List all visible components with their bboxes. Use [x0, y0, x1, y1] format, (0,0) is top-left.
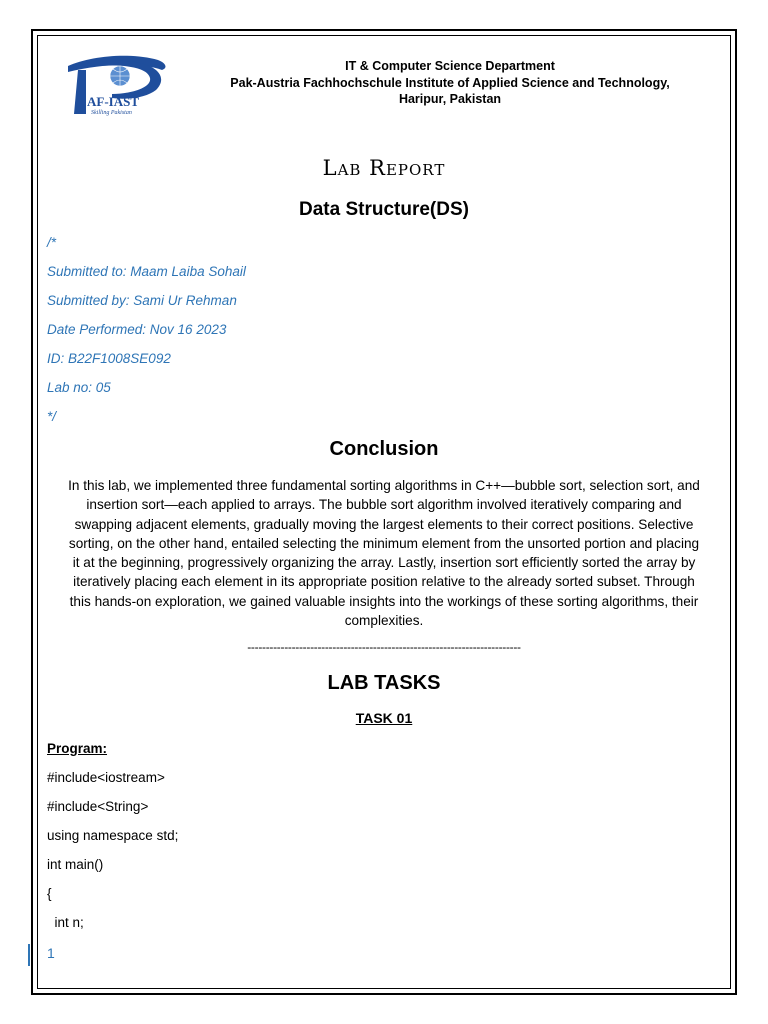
conclusion-line: iteratively placing each element in its appropriate position relative to the already sorted subset. Through	[73, 574, 695, 590]
conclusion-line: complexities.	[344, 613, 424, 629]
conclusion-line: In this lab, we implemented three fundamental sorting algorithms in C++—bubble sort, selection sort, and	[68, 478, 700, 493]
institute-line: Pak-Austria Fachhochschule Institute of Applied Science and Technology,	[230, 75, 670, 90]
submitted-to: Submitted to: Maam Laiba Sohail	[47, 264, 246, 279]
code-line: int main()	[47, 857, 104, 872]
conclusion-line: sorting, on the other hand, entailed selecting the minimum element from the unsorted portion and placing	[68, 535, 700, 551]
logo-text: AF-IAST	[87, 94, 140, 109]
lab-number: Lab no: 05	[47, 380, 111, 395]
code-line: using namespace std;	[47, 828, 179, 843]
conclusion-line: swapping adjacent elements, gradually moving the largest elements to their correct positions. Selective	[74, 516, 694, 532]
paf-iast-logo	[60, 52, 172, 118]
text-cursor	[28, 944, 30, 966]
student-id: ID: B22F1008SE092	[47, 351, 171, 366]
page-number: 1	[47, 945, 55, 961]
meta-close-comment: */	[47, 409, 57, 424]
code-line: #include<String>	[47, 799, 149, 814]
code-line: #include<iostream>	[47, 770, 165, 785]
conclusion-line: it at the beginning, progressively organizing the array. Lastly, insertion sort efficiently sorted the array by	[72, 555, 696, 571]
code-line: {	[47, 886, 52, 901]
conclusion-paragraph	[44, 476, 724, 630]
logo-tagline: Skilling Pakistan	[91, 110, 132, 116]
meta-open-comment: /*	[47, 235, 57, 250]
report-title: Lab Report	[322, 156, 446, 180]
code-line: int n;	[47, 915, 84, 930]
institution-header	[170, 58, 730, 108]
date-performed: Date Performed: Nov 16 2023	[47, 322, 227, 337]
submitted-by: Submitted by: Sami Ur Rehman	[47, 293, 237, 308]
conclusion-line: this hands-on exploration, we gained valuable insights into the workings of these sorting algorithms, their	[69, 593, 699, 609]
subject-title: Data Structure(DS)	[299, 199, 469, 220]
location-line: Haripur, Pakistan	[398, 92, 502, 106]
conclusion-heading: Conclusion	[329, 438, 439, 460]
conclusion-line: insertion sort—each applied to arrays. The bubble sort algorithm involved iteratively comparing and	[86, 497, 682, 513]
section-divider: --------------------------------------------------------------------------	[247, 640, 521, 654]
task-title: TASK 01	[355, 710, 413, 726]
lab-tasks-heading: LAB TASKS	[327, 672, 441, 694]
department-line: IT & Computer Science Department	[345, 59, 555, 73]
program-label: Program:	[47, 741, 108, 756]
